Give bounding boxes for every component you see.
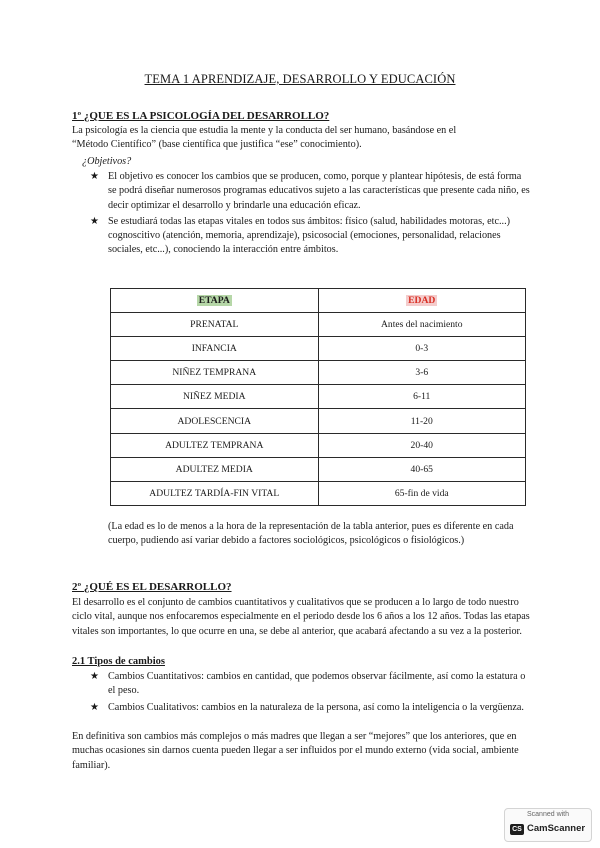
age-cell: 65-fin de vida	[318, 481, 526, 505]
bullet-text: Cambios Cualitativos: cambios en la naturaleza de la persona, así como la inteligencia o la vergüenza.	[108, 701, 524, 713]
list-item	[90, 215, 530, 258]
age-cell: 6-11	[318, 385, 526, 409]
bullet-text: Cambios Cuantitativos: cambios en cantidad, que podemos observar fácilmente, así como la estatura o el peso.	[108, 671, 526, 697]
table-row	[111, 481, 526, 505]
table-header-stage	[111, 289, 319, 313]
table-row	[111, 457, 526, 481]
stage-cell: ADULTEZ MEDIA	[111, 457, 319, 481]
objectives-label: ¿Objetivos?	[82, 156, 132, 167]
age-cell: 11-20	[318, 409, 526, 433]
table-row	[111, 337, 526, 361]
section1-bullet-list	[90, 170, 530, 260]
section2-closing: En definitiva son cambios más complejos o más madres que llegan a ser “mejores” que los anteriores, que en muchas ocasiones sin darnos cuenta pueden llegar a ser influidos por el mundo externo (vida social, ambiente familiar).	[72, 731, 519, 771]
table-header-row	[111, 289, 526, 313]
section2-subheading: 2.1 Tipos de cambios	[72, 656, 165, 667]
age-cell: Antes del nacimiento	[318, 313, 526, 337]
star-icon: ★	[90, 215, 99, 227]
star-icon: ★	[90, 171, 99, 182]
stage-cell: INFANCIA	[111, 337, 319, 361]
table-row	[111, 385, 526, 409]
edad-label: EDAD	[408, 295, 436, 307]
section2-heading: 2º ¿QUÉ ES EL DESARROLLO?	[72, 581, 232, 593]
age-cell: 20-40	[318, 433, 526, 457]
scanned-with-label: Scanned with	[526, 811, 570, 818]
stage-cell: ADOLESCENCIA	[111, 409, 319, 433]
age-cell: 0-3	[318, 337, 526, 361]
stage-cell: NIÑEZ MEDIA	[111, 385, 319, 409]
section1-intro-line2: “Método Científico” (base científica que justifica “ese” conocimiento).	[72, 139, 362, 150]
table-row	[111, 409, 526, 433]
list-item	[90, 670, 530, 699]
table-row	[111, 361, 526, 385]
star-icon: ★	[90, 671, 99, 682]
stage-cell: ADULTEZ TARDÍA-FIN VITAL	[111, 481, 319, 505]
list-item	[90, 170, 530, 213]
stage-cell: ADULTEZ TEMPRANA	[111, 433, 319, 457]
stage-cell: NIÑEZ TEMPRANA	[111, 361, 319, 385]
stage-cell: PRENATAL	[111, 313, 319, 337]
age-cell: 40-65	[318, 457, 526, 481]
camscanner-brand: CamScanner	[527, 823, 586, 834]
camscanner-watermark	[504, 808, 592, 842]
etapa-label: ETAPA	[198, 295, 230, 307]
bullet-text: El objetivo es conocer los cambios que se producen, como, porque y plantear hipótesis, de está forma se podrá diseñar numerosos programas educativos sujeto a las características que presente cada niño, es decir optimizar el desarrollo y brindarle una educación eficaz.	[108, 171, 530, 211]
table-row	[111, 313, 526, 337]
star-icon: ★	[90, 701, 99, 713]
section1-intro-line1: La psicología es la ciencia que estudia la mente y la conducta del ser humano, basándose en el	[72, 125, 457, 136]
list-item	[90, 701, 530, 715]
section2-bullet-list	[90, 670, 530, 717]
stages-table	[110, 288, 526, 506]
table-note: (La edad es lo de menos a la hora de la representación de la tabla anterior, pues es diferente en cada cuerpo, pudiendo así variar debido a factores sociológicos, psicológicos o fisiológicos.)	[108, 521, 514, 547]
age-cell: 3-6	[318, 361, 526, 385]
section2-paragraph: El desarrollo es el conjunto de cambios cuantitativos y cualitativos que se producen a lo largo de todo nuestro ciclo vital, aunque nos enfocaremos especialmente en el periodo desde los 6 años a los 12 años. Todas las etapas vitales son importantes, lo que ocurre en una, se debe al anterior, que acabará afectando a su vez a la posterior.	[72, 597, 530, 637]
section1-heading: 1º ¿QUE ES LA PSICOLOGÍA DEL DESARROLLO?	[72, 110, 330, 122]
camscanner-logo-icon: CS	[510, 824, 524, 835]
page-title: TEMA 1 APRENDIZAJE, DESARROLLO Y EDUCACIÓN	[144, 72, 456, 86]
table-header-age	[318, 289, 526, 313]
table-row	[111, 433, 526, 457]
bullet-text: Se estudiará todas las etapas vitales en todos sus ámbitos: físico (salud, habilidades motoras, etc...) cognoscitivo (atención, memoria, aprendizaje), psicosocial (emociones, personalidad, relaciones sociales, etc...), conociendo la interacción entre ámbitos.	[108, 215, 511, 256]
